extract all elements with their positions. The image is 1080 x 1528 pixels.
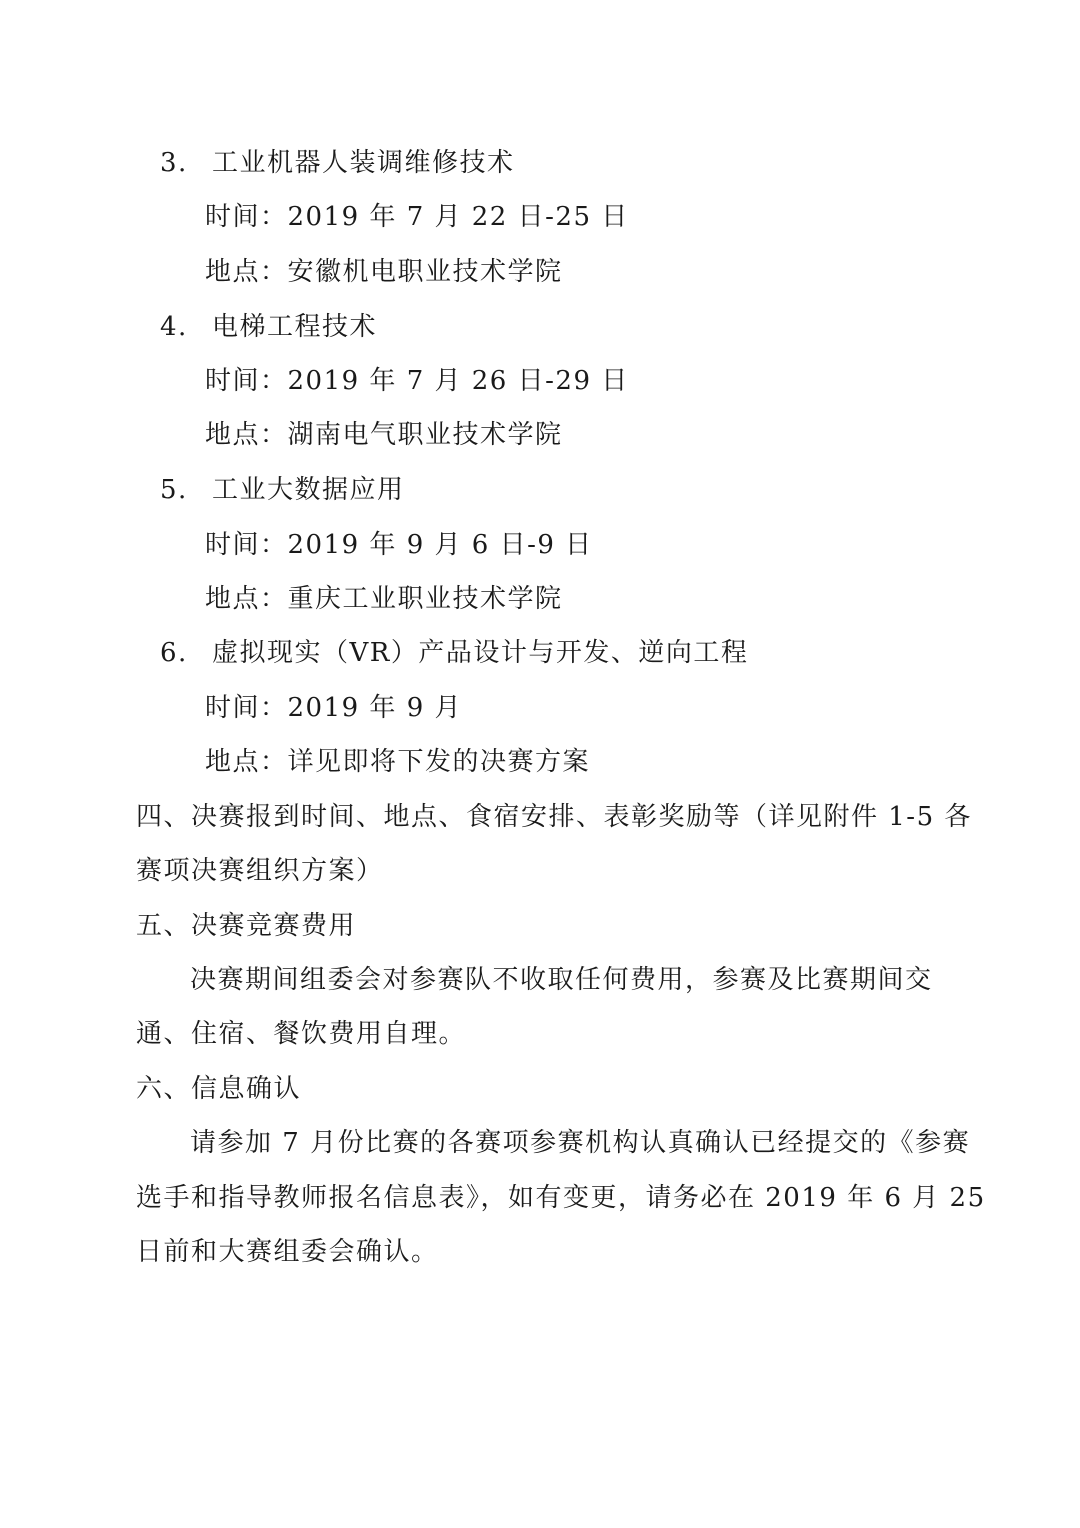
item-3-heading — [160, 148, 515, 178]
item-5-heading — [160, 475, 405, 505]
item-4-number: 4. — [160, 312, 188, 342]
item-5-number: 5. — [160, 475, 188, 505]
section-6-line-2 — [136, 1183, 986, 1213]
item-3-place: 地点：安徽机电职业技术学院 — [205, 257, 563, 287]
item-5-title: 工业大数据应用 — [212, 475, 405, 505]
item-6-title: 虚拟现实（VR）产品设计与开发、逆向工程 — [212, 638, 749, 668]
item-5-time: 时间：2019 年 9 月 6 日-9 日 — [205, 530, 593, 560]
item-3-time: 时间：2019 年 7 月 22 日-25 日 — [205, 202, 629, 232]
item-3-number: 3. — [160, 148, 188, 178]
section-5-line-2: 通、住宿、餐饮费用自理。 — [136, 1019, 467, 1049]
section-5-line-1: 决赛期间组委会对参赛队不收取任何费用，参赛及比赛期间交 — [190, 965, 933, 995]
section-6-line-1 — [190, 1128, 971, 1158]
item-4-time: 时间：2019 年 7 月 26 日-29 日 — [205, 366, 629, 396]
item-6-number: 6. — [160, 638, 188, 668]
item-6-place: 地点：详见即将下发的决赛方案 — [205, 747, 591, 777]
item-4-heading — [160, 312, 377, 342]
section-6-heading: 六、信息确认 — [136, 1074, 302, 1104]
item-3-title: 工业机器人装调维修技术 — [212, 148, 515, 178]
item-4-title: 电梯工程技术 — [212, 312, 378, 342]
item-5-place: 地点：重庆工业职业技术学院 — [205, 584, 563, 614]
section-5-heading: 五、决赛竞赛费用 — [136, 911, 357, 941]
section-4-line-1-text: 四、决赛报到时间、地点、食宿安排、表彰奖励等（详见附件 1-5 各 — [136, 802, 972, 832]
section-4-line-2: 赛项决赛组织方案） — [136, 856, 384, 886]
section-6-line-1-text: 请参加 7 月份比赛的各赛项参赛机构认真确认已经提交的《参赛 — [190, 1128, 971, 1158]
section-6-line-3: 日前和大赛组委会确认。 — [136, 1237, 439, 1267]
item-6-heading — [160, 638, 748, 668]
item-4-place: 地点：湖南电气职业技术学院 — [205, 420, 563, 450]
item-6-time: 时间：2019 年 9 月 — [205, 693, 463, 723]
section-6-line-2-text: 选手和指导教师报名信息表》，如有变更，请务必在 2019 年 6 月 25 — [136, 1183, 986, 1213]
section-4-line-1 — [136, 802, 972, 832]
